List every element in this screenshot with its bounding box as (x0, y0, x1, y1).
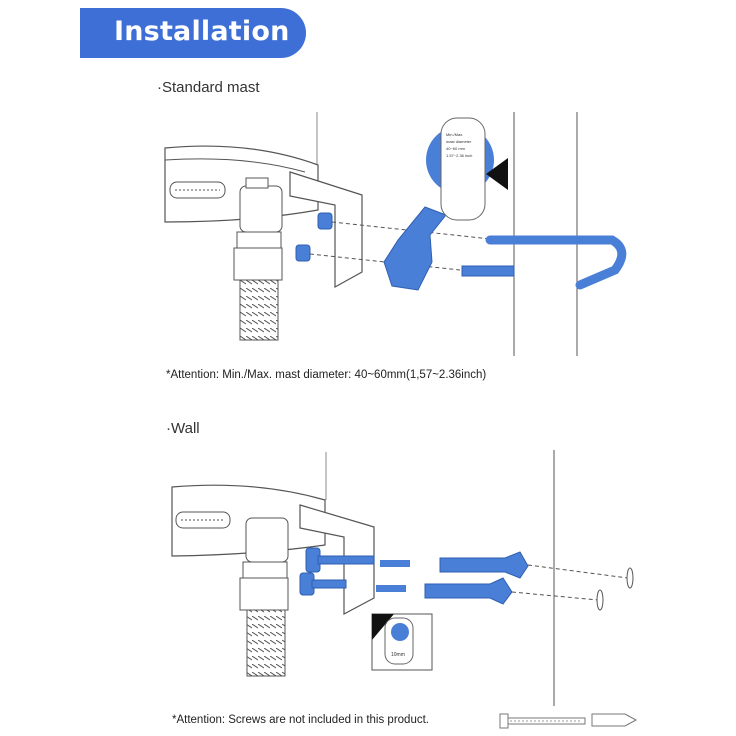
inset-line2: mast diameter (446, 139, 472, 144)
connector-nut (240, 186, 282, 232)
cable-thread-wall (247, 610, 285, 676)
inset-line4: 1.57~2.36 inch (446, 153, 473, 158)
mast-diameter-inset (426, 118, 508, 220)
attention-screws-not-included: *Attention: Screws are not included in this product. (172, 714, 429, 726)
drill-size-inset (372, 614, 432, 670)
connector-nut-wall (246, 518, 288, 562)
screw-anchor-icons (500, 714, 636, 728)
attention-mast-diameter: *Attention: Min./Max. mast diameter: 40~60mm(1,57~2.36inch) (166, 369, 487, 381)
inset-10mm: 10mm (391, 652, 405, 658)
inset-line1: Min./Max. (446, 132, 464, 137)
cable-thread (240, 280, 278, 340)
wall-hole-upper (627, 568, 633, 588)
wall-anchor-lower (425, 578, 512, 604)
blue-nut-lower (296, 245, 310, 261)
section-label-standard-mast: ·Standard mast (157, 79, 260, 96)
section-label-wall: ·Wall (166, 420, 200, 437)
u-bolt-lower-leg (462, 266, 514, 276)
wall-mount-diagram (172, 450, 633, 706)
mast-mount-diagram (165, 112, 622, 356)
page-title: Installation (114, 16, 290, 47)
screw-shaft-upper (318, 556, 374, 564)
wall-hole-lower (597, 590, 603, 610)
inset-line3: 40~60 mm (446, 146, 466, 151)
u-bolt (490, 240, 622, 285)
screw-shaft-lower (312, 580, 346, 588)
blue-clamp (384, 207, 446, 290)
blue-nut-upper (318, 213, 332, 229)
wall-anchor-upper (440, 552, 528, 578)
